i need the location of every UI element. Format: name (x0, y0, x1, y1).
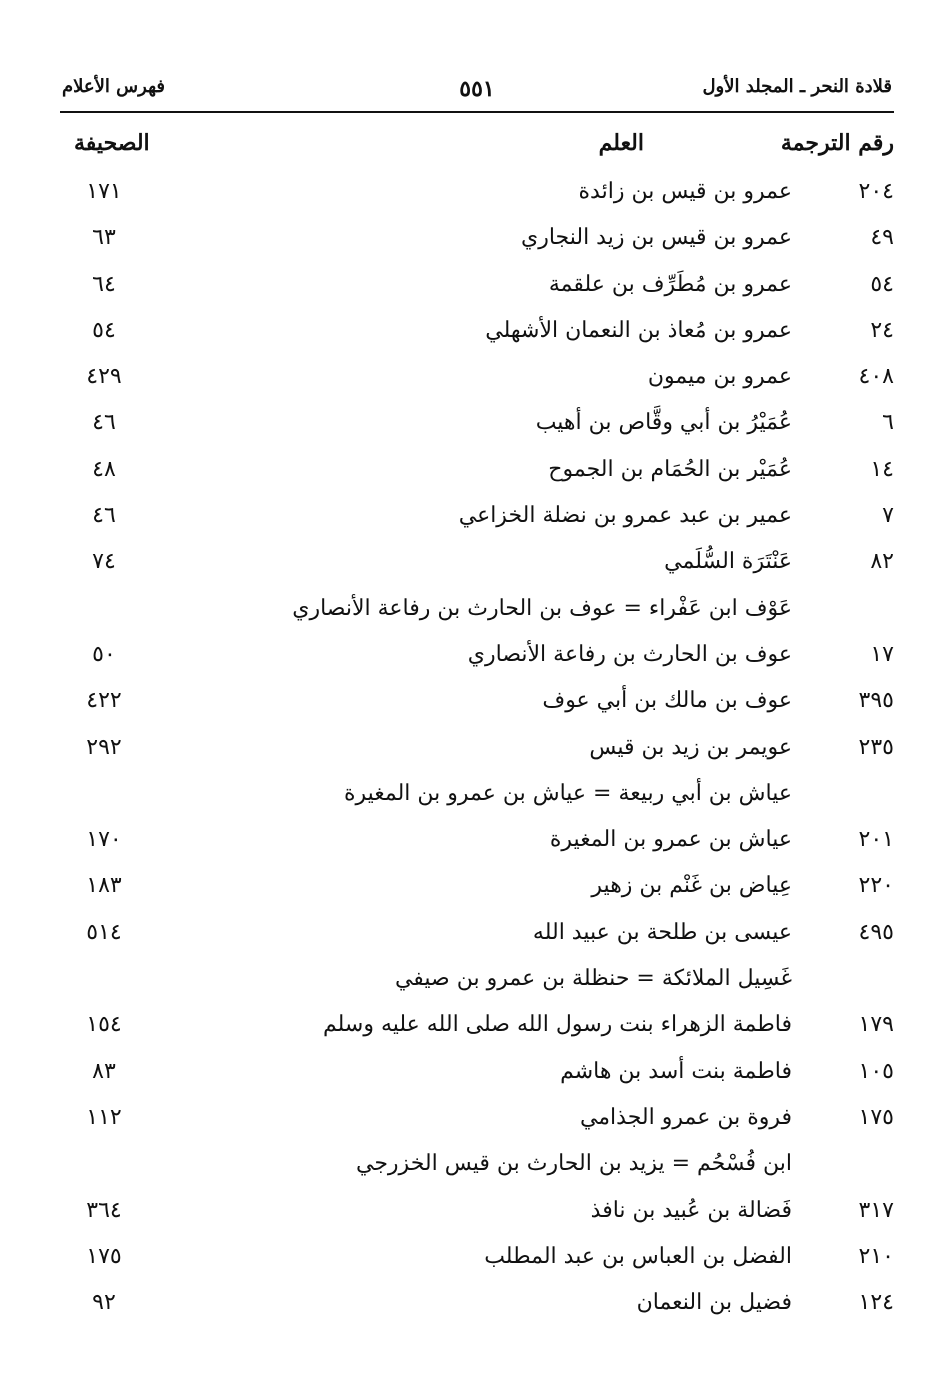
entry-page: ١٧١ (86, 179, 122, 204)
entry-page: ١٧٥ (86, 1243, 122, 1269)
entry-number: ٢١٠ (858, 1243, 894, 1269)
entry-name: عَنْتَرَة السُّلَمي (664, 549, 792, 575)
entry-name: عمرو بن قيس بن زائدة (578, 179, 792, 204)
index-entry (60, 820, 894, 866)
entry-page: ٤٢٩ (86, 364, 122, 390)
index-entry (60, 311, 894, 357)
index-entry (60, 172, 894, 218)
index-entry (60, 913, 894, 959)
entry-name: عَوْف ابن عَفْراء = عوف بن الحارث بن رفاعة الأنصاري (292, 595, 792, 621)
entry-page: ٥٠ (92, 641, 116, 667)
running-head (62, 76, 892, 110)
index-cross-reference (60, 589, 894, 635)
index-cross-reference (60, 1144, 894, 1190)
entry-page: ٧٤ (92, 549, 116, 575)
section-title: فهرس الأعلام (62, 76, 165, 97)
entry-name: ابن فُسْحُم = يزيد بن الحارث بن قيس الخزرجي (356, 1151, 792, 1177)
entry-name: الفضل بن العباس بن عبد المطلب (484, 1243, 792, 1269)
entry-name: عياش بن عمرو بن المغيرة (549, 827, 792, 853)
entry-page: ١٥٤ (86, 1012, 122, 1038)
index-entry (60, 265, 894, 311)
entry-page: ٤٦ (92, 503, 116, 529)
index-entry (60, 357, 894, 403)
entry-number: ٨٢ (870, 549, 894, 575)
entry-number: ٤٩٥ (858, 919, 894, 945)
entry-page: ١٧٠ (86, 827, 122, 853)
entry-number: ١٤ (870, 456, 894, 482)
entry-page: ٤٨ (92, 456, 116, 482)
entry-number: ٤٠٨ (858, 364, 894, 390)
entry-number: ٢٠٤ (858, 179, 894, 204)
index-entry (60, 681, 894, 727)
entry-name: غَسِيل الملائكة = حنظلة بن عمرو بن صيفي (394, 966, 792, 992)
index-entry (60, 218, 894, 264)
entry-name: فاطمة الزهراء بنت رسول الله صلى الله عليه وسلم (322, 1012, 792, 1038)
entry-page: ٦٣ (92, 225, 116, 251)
entry-page: ٤٢٢ (86, 688, 122, 714)
entry-name: عياش بن أبي ربيعة = عياش بن عمرو بن المغيرة (343, 780, 792, 806)
entry-name: عُمَيْر بن الحُمَام بن الجموح (548, 456, 792, 482)
entry-name: فَضالة بن عُبيد بن نافذ (590, 1197, 792, 1223)
column-header-number: رقم الترجمة (780, 130, 894, 156)
index-entry (60, 403, 894, 449)
column-headers (60, 126, 894, 166)
entry-page: ٤٦ (92, 410, 116, 436)
index-entry (60, 728, 894, 774)
index-entry (60, 1052, 894, 1098)
header-rule (60, 111, 894, 113)
entry-page: ١١٢ (86, 1104, 122, 1130)
page-number: ٥٥١ (459, 76, 495, 102)
entry-number: ٦ (882, 410, 894, 436)
entry-page: ٨٣ (92, 1058, 116, 1084)
entry-page: ٣٦٤ (86, 1197, 122, 1223)
entry-name: فضيل بن النعمان (636, 1290, 792, 1316)
index-entry (60, 496, 894, 542)
index-entries (60, 172, 894, 1329)
entry-name: عوف بن الحارث بن رفاعة الأنصاري (467, 641, 792, 667)
index-entry (60, 450, 894, 496)
index-entry (60, 1098, 894, 1144)
entry-number: ٢٣٥ (858, 734, 894, 760)
entry-name: فروة بن عمرو الجذامي (579, 1104, 792, 1130)
entry-name: عُمَيْرُ بن أبي وقَّاص بن أهيب (535, 410, 792, 436)
entry-number: ١٠٥ (858, 1058, 894, 1084)
column-header-page: الصحيفة (74, 130, 150, 156)
entry-name: عمير بن عبد عمرو بن نضلة الخزاعي (458, 503, 792, 529)
index-entry (60, 1237, 894, 1283)
entry-page: ٥٤ (92, 317, 116, 343)
entry-number: ٥٤ (870, 271, 894, 297)
index-cross-reference (60, 774, 894, 820)
book-title: قلادة النحر ـ المجلد الأول (702, 76, 892, 97)
index-entry (60, 1191, 894, 1237)
entry-number: ١٧٥ (858, 1104, 894, 1130)
entry-page: ٢٩٢ (86, 734, 122, 760)
entry-name: عمرو بن قيس بن زيد النجاري (520, 225, 792, 251)
entry-page: ٩٢ (92, 1290, 116, 1316)
entry-number: ٧ (882, 503, 894, 529)
index-entry (60, 635, 894, 681)
entry-number: ٤٩ (870, 225, 894, 251)
entry-name: عويمر بن زيد بن قيس (589, 734, 792, 760)
entry-name: عيسى بن طلحة بن عبيد الله (532, 919, 792, 945)
index-entry (60, 1005, 894, 1051)
entry-number: ٢٠١ (858, 827, 894, 853)
entry-name: عوف بن مالك بن أبي عوف (542, 688, 792, 714)
entry-name: فاطمة بنت أسد بن هاشم (560, 1058, 792, 1084)
index-entry (60, 1283, 894, 1329)
entry-number: ١٢٤ (858, 1290, 894, 1316)
index-entry (60, 866, 894, 912)
entry-number: ٢٤ (870, 317, 894, 343)
entry-number: ٣٩٥ (858, 688, 894, 714)
entry-number: ٣١٧ (858, 1197, 894, 1223)
entry-number: ٢٢٠ (858, 873, 894, 899)
column-header-name: العلم (598, 130, 644, 156)
entry-name: عمرو بن مُطَرِّف بن علقمة (548, 271, 792, 297)
entry-number: ١٧٩ (858, 1012, 894, 1038)
entry-name: عمرو بن مُعاذ بن النعمان الأشهلي (485, 317, 792, 343)
entry-name: عمرو بن ميمون (647, 364, 792, 390)
entry-number: ١٧ (870, 641, 894, 667)
entry-name: عِياض بن غَنْم بن زهير (591, 873, 792, 899)
index-cross-reference (60, 959, 894, 1005)
entry-page: ٦٤ (92, 271, 116, 297)
entry-page: ١٨٣ (86, 873, 122, 899)
entry-page: ٥١٤ (86, 919, 122, 945)
index-entry (60, 542, 894, 588)
